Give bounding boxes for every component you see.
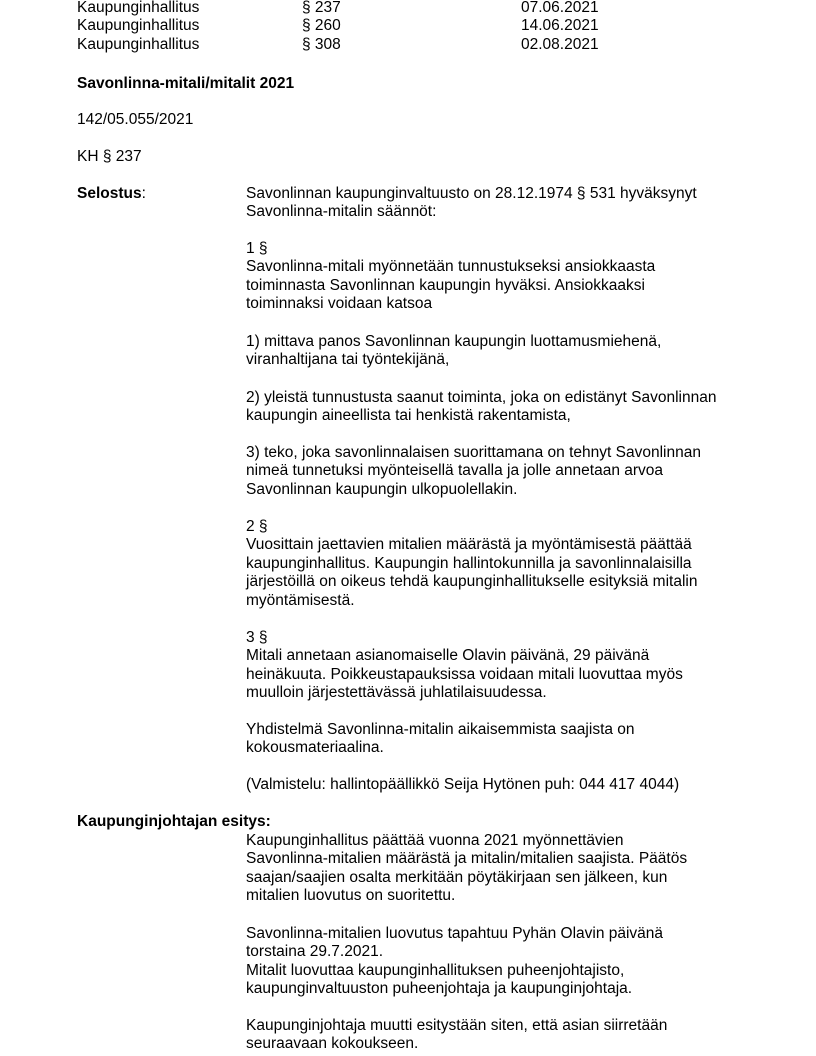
- history-body: Kaupunginhallitus: [77, 17, 200, 34]
- list-item: 2) yleistä tunnustusta saanut toiminta, joka on edistänyt Savonlinnan kaupungin aineellista tai henkistä rakentamista,: [246, 389, 717, 425]
- history-section: § 260: [302, 17, 341, 34]
- section-heading: 1 §: [246, 240, 268, 257]
- preparer-note: (Valmistelu: hallintopäällikkö Seija Hytönen puh: 044 417 4044): [246, 776, 680, 793]
- history-date: 02.08.2021: [521, 36, 599, 53]
- proposal-paragraph-1: Kaupunginhallitus päättää vuonna 2021 myönnettävien Savonlinna-mitalien määrästä ja mitalin/mitalien saajista. Päätös saajan/saajien osalta merkitään pöytäkirjaan sen jälkeen, kun mitalien luovutus on suoritettu.: [246, 832, 688, 905]
- summary-note: Yhdistelmä Savonlinna-mitalin aikaisemmista saajista on kokousmateriaalina.: [246, 721, 635, 757]
- section-2: 2 § Vuosittain jaettavien mitalien määrästä ja myöntämisestä päättää kaupunginhallitus. Kaupungin hallintokunnilla ja savonlinnalaisilla järjestöillä on oikeus tehdä kaupunginhallitukselle esityksiä mitalin myöntämisestä.: [246, 518, 766, 610]
- section-1: 1 § Savonlinna-mitali myönnetään tunnustukseksi ansiokkaasta toiminnasta Savonlinnan kaupungin hyväksi. Ansiokkaaksi toiminnaksi voidaan katsoa: [246, 240, 766, 314]
- list-item: 3) teko, joka savonlinnalaisen suorittamana on tehnyt Savonlinnan nimeä tunnetuksi myönteisellä tavalla ja jolle annetaan arvoa Savonlinnan kaupungin ulkopuolellakin.: [246, 444, 701, 498]
- history-date: 07.06.2021: [521, 0, 599, 16]
- page-title: Savonlinna-mitali/mitalit 2021: [77, 75, 295, 92]
- selostus-intro: Savonlinnan kaupunginvaltuusto on 28.12.1974 § 531 hyväksynyt Savonlinna-mitalin säännöt:: [246, 185, 697, 221]
- history-section: § 308: [302, 36, 341, 53]
- history-body: Kaupunginhallitus: [77, 36, 200, 53]
- list-item: 1) mittava panos Savonlinnan kaupungin luottamusmiehenä, viranhaltijana tai työntekijänä,: [246, 333, 662, 369]
- section-heading: 2 §: [246, 518, 268, 535]
- kh-reference: KH § 237: [77, 148, 142, 165]
- section-heading: 3 §: [246, 629, 268, 646]
- history-body: Kaupunginhallitus: [77, 0, 200, 16]
- selostus-label: Selostus:: [77, 185, 146, 202]
- history-date: 14.06.2021: [521, 17, 599, 34]
- proposal-label: Kaupunginjohtajan esitys:: [77, 813, 271, 830]
- proposal-paragraph-3: Kaupunginjohtaja muutti esitystään siten, että asian siirretään seuraavaan kokoukseen.: [246, 1017, 668, 1053]
- section-3: 3 § Mitali annetaan asianomaiselle Olavin päivänä, 29 päivänä heinäkuuta. Poikkeustapauksissa voidaan mitali luovuttaa myös muulloin järjestettävässä juhlatilaisuudessa.: [246, 629, 766, 703]
- history-section: § 237: [302, 0, 341, 16]
- record-number: 142/05.055/2021: [77, 111, 194, 128]
- proposal-paragraph-2: Savonlinna-mitalien luovutus tapahtuu Pyhän Olavin päivänä torstaina 29.7.2021. Mitalit luovuttaa kaupunginhallituksen puheenjohtajisto, kaupunginvaltuuston puheenjohtaja ja kaupunginjohtaja.: [246, 925, 664, 998]
